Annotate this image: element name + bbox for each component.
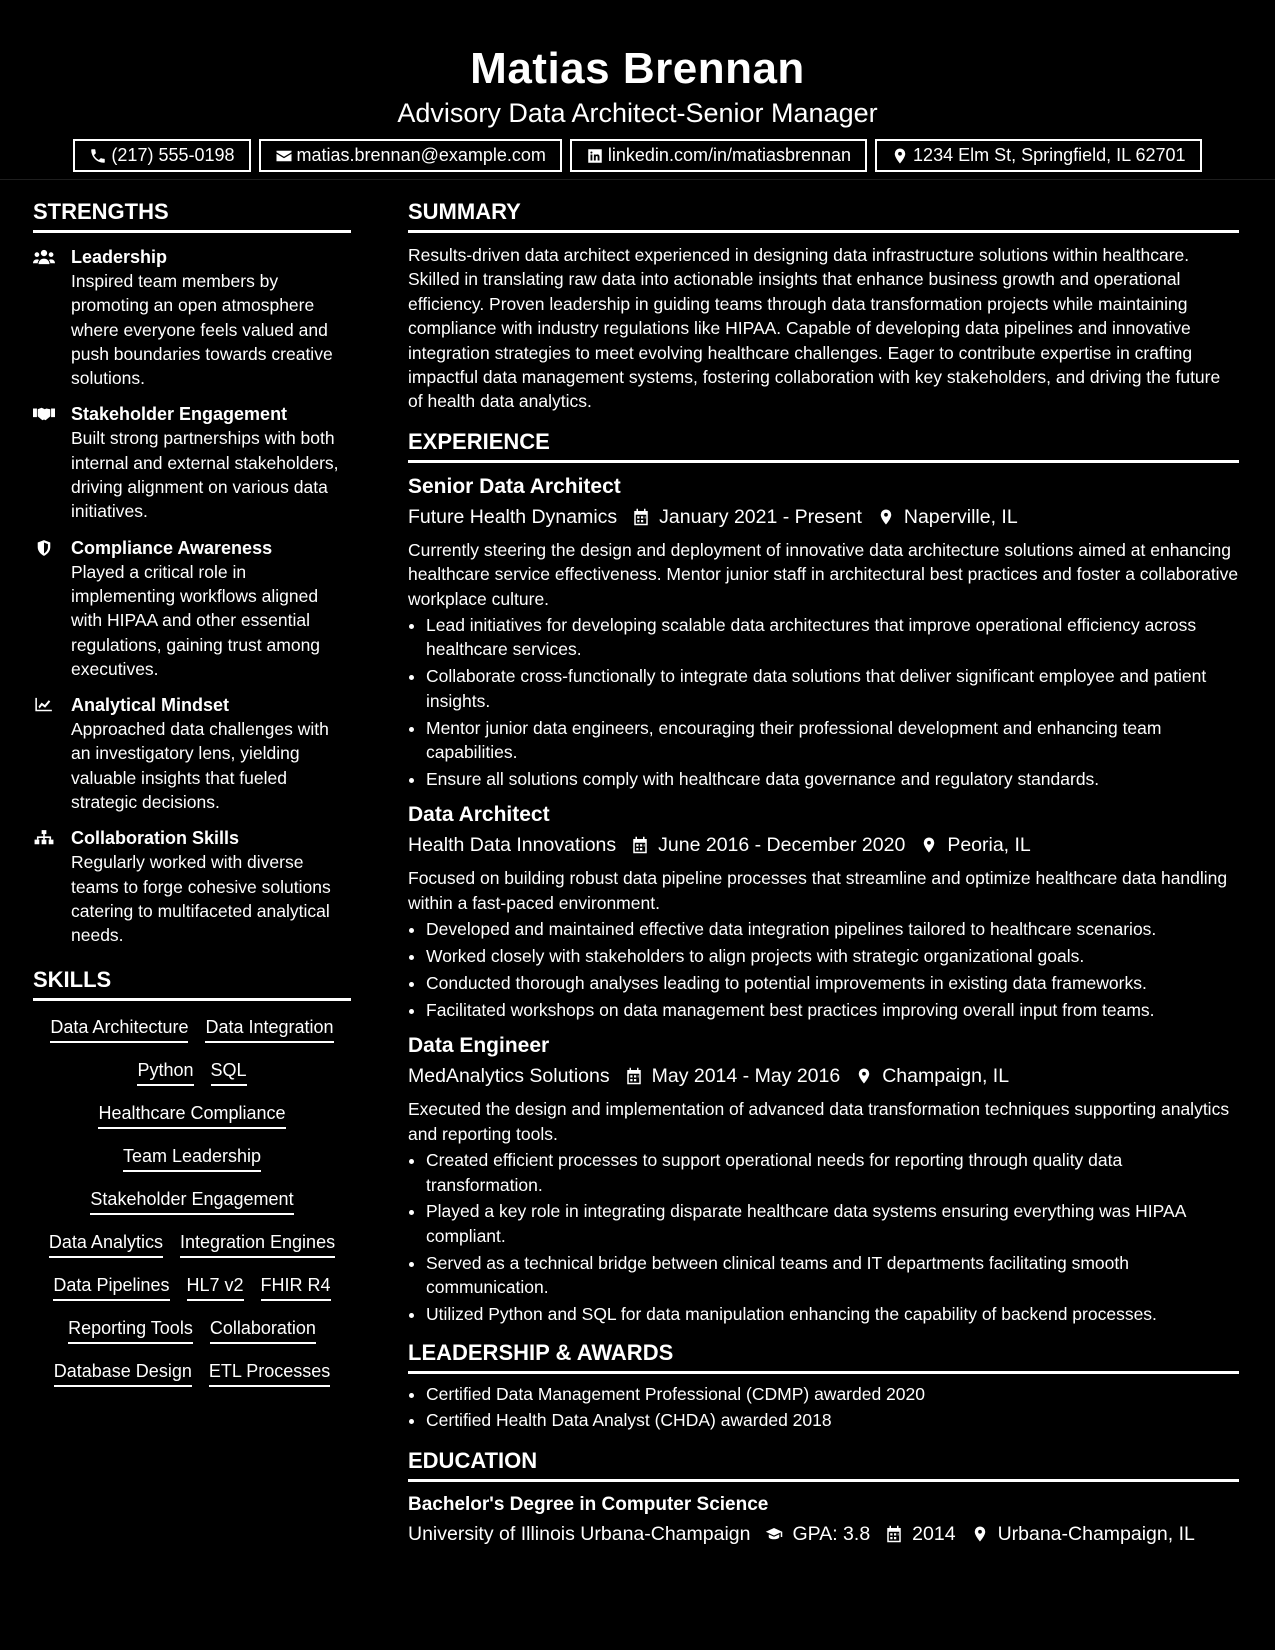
- job-desc: Currently steering the design and deployment of innovative data architecture solutions aimed at enhancing healthcare service effectiveness. Mentor junior staff in architectural best practices and foster a collaborative workplace culture.: [408, 539, 1239, 609]
- strength-item: [33, 245, 351, 390]
- job-entry: [408, 1032, 1239, 1326]
- job-bullets: [408, 1148, 1239, 1326]
- summary-text: Results-driven data architect experienced in designing data infrastructure solutions within healthcare. Skilled in translating raw data into actionable insights that enhance business growth and operational efficiency. Proven leadership in guiding teams through data transformation projects while maintaining compliance with industry regulations like HIPAA. Capable of developing data pipelines and innovative integration strategies to meet evolving healthcare challenges. Eager to contribute expertise in crafting impactful data management systems, fostering collaboration with key stakeholders, and driving the future of health data analytics.: [408, 245, 1221, 412]
- list-item: • Played a key role in integrating disparate healthcare data systems ensuring everything was HIPAA compliant.: [426, 1199, 1239, 1248]
- list-item: • Served as a technical bridge between clinical teams and IT departments facilitating smooth communication.: [426, 1251, 1239, 1300]
- strength-item: [33, 826, 351, 947]
- shield-icon: [33, 539, 55, 557]
- strength-desc: Inspired team members by promoting an open atmosphere where everyone feels valued and push boundaries towards creative solutions.: [71, 271, 333, 389]
- job-bullets: [408, 917, 1239, 1022]
- list-item: • Facilitated workshops on data management best practices improving overall input from teams.: [426, 998, 1239, 1022]
- contact-text: linkedin.com/in/matiasbrennan: [607, 145, 852, 165]
- education-location: Urbana-Champaign, IL: [997, 1522, 1195, 1545]
- education-year: 2014: [912, 1522, 956, 1545]
- list-item: • Developed and maintained effective data integration pipelines tailored to healthcare scenarios.: [426, 917, 1239, 941]
- job-bullets: [408, 613, 1239, 791]
- skill-tag: Team Leadership: [123, 1144, 261, 1172]
- skill-tag: Data Architecture: [50, 1015, 188, 1043]
- skill-tag: HL7 v2: [187, 1273, 244, 1301]
- summary-heading: SUMMARY: [408, 198, 1239, 233]
- contact-text: 1234 Elm St, Springfield, IL 62701: [913, 145, 1186, 165]
- contact-email[interactable]: [259, 139, 562, 172]
- map-pin-icon: [877, 508, 895, 526]
- education-school: University of Illinois Urbana-Champaign: [408, 1522, 751, 1545]
- calendar-icon: [631, 836, 649, 854]
- line-chart-icon: [33, 696, 55, 714]
- job-location: Naperville, IL: [903, 505, 1018, 528]
- job-dates: January 2021 - Present: [659, 505, 862, 528]
- strength-desc: Regularly worked with diverse teams to forge cohesive solutions catering to multifaceted analytical needs.: [71, 852, 331, 946]
- strength-item: [33, 402, 351, 523]
- list-item: • Created efficient processes to support operational needs for reporting through quality data transformation.: [426, 1148, 1239, 1197]
- phone-icon: [89, 147, 107, 165]
- handshake-icon: [33, 405, 55, 423]
- skill-tag: Collaboration: [210, 1316, 316, 1344]
- job-dates: June 2016 - December 2020: [658, 834, 906, 857]
- skills-list: [33, 1001, 351, 1387]
- skill-tag: Reporting Tools: [68, 1316, 193, 1344]
- resume-header: [0, 0, 1275, 180]
- awards-list: [408, 1382, 1239, 1433]
- skill-tag: Integration Engines: [180, 1230, 335, 1258]
- left-column: [33, 180, 351, 1548]
- strength-item: [33, 536, 351, 681]
- skill-tag: FHIR R4: [261, 1273, 331, 1301]
- users-icon: [33, 248, 55, 266]
- skill-tag: Healthcare Compliance: [98, 1101, 285, 1129]
- strength-item: [33, 693, 351, 814]
- job-meta: [408, 1062, 1239, 1090]
- list-item: • Worked closely with stakeholders to align projects with strategic organizational goals.: [426, 944, 1239, 968]
- awards-heading: LEADERSHIP & AWARDS: [408, 1339, 1239, 1374]
- map-pin-icon: [891, 147, 909, 165]
- sitemap-icon: [33, 829, 55, 847]
- education-gpa: GPA: 3.8: [792, 1522, 871, 1545]
- job-title: Data Architect: [408, 803, 550, 827]
- job-desc: Focused on building robust data pipeline processes that streamline and optimize healthcare data handling within a fast-paced environment.: [408, 868, 1228, 913]
- job-entry: [408, 801, 1239, 1022]
- skill-tag: Data Pipelines: [53, 1273, 169, 1301]
- job-location: Champaign, IL: [882, 1065, 1010, 1088]
- job-entry: [408, 473, 1239, 792]
- strength-title: Analytical Mindset: [71, 695, 230, 716]
- strength-desc: Played a critical role in implementing workflows aligned with HIPAA and other essential regulations, gaining trust among executives.: [71, 561, 321, 679]
- list-item: • Certified Data Management Professional (CDMP) awarded 2020: [426, 1382, 1239, 1406]
- skill-tag: Database Design: [54, 1359, 192, 1387]
- envelope-icon: [275, 147, 293, 165]
- list-item: • Collaborate cross-functionally to integrate data solutions that deliver significant employee and patient insights.: [426, 664, 1239, 713]
- job-meta: [408, 503, 1239, 531]
- linkedin-icon: [586, 147, 604, 165]
- strength-desc: Built strong partnerships with both internal and external stakeholders, driving alignment on various data initiatives.: [71, 428, 339, 522]
- map-pin-icon: [920, 836, 938, 854]
- contact-address[interactable]: [875, 139, 1202, 172]
- candidate-name: Matias Brennan: [470, 44, 805, 93]
- list-item: • Mentor junior data engineers, encouraging their professional development and enhancing team capabilities.: [426, 716, 1239, 765]
- calendar-icon: [885, 1525, 903, 1543]
- contact-phone[interactable]: [73, 139, 250, 172]
- contact-text: matias.brennan@example.com: [296, 145, 546, 165]
- skill-tag: SQL: [211, 1058, 247, 1086]
- list-item: • Ensure all solutions comply with healthcare data governance and regulatory standards.: [426, 767, 1239, 791]
- education-meta: [408, 1520, 1239, 1548]
- right-column: [408, 180, 1239, 1548]
- strength-title: Compliance Awareness: [71, 537, 273, 558]
- job-meta: [408, 831, 1239, 859]
- skill-tag: Data Integration: [205, 1015, 333, 1043]
- job-company: Future Health Dynamics: [408, 505, 618, 528]
- job-location: Peoria, IL: [947, 834, 1031, 857]
- contact-bar: [0, 139, 1275, 172]
- education-degree: Bachelor's Degree in Computer Science: [408, 1493, 769, 1515]
- strength-desc: Approached data challenges with an investigatory lens, yielding valuable insights that fueled strategic decisions.: [71, 719, 329, 813]
- job-title: Senior Data Architect: [408, 474, 621, 498]
- map-pin-icon: [971, 1525, 989, 1543]
- skill-tag: Stakeholder Engagement: [90, 1187, 293, 1215]
- list-item: • Utilized Python and SQL for data manipulation enhancing the capability of backend processes.: [426, 1302, 1239, 1326]
- strengths-heading: STRENGTHS: [33, 198, 351, 233]
- education-heading: EDUCATION: [408, 1447, 1239, 1482]
- skills-heading: SKILLS: [33, 966, 351, 1001]
- graduation-cap-icon: [765, 1525, 783, 1543]
- list-item: • Lead initiatives for developing scalable data architectures that improve operational efficiency across healthcare services.: [426, 613, 1239, 662]
- candidate-title: Advisory Data Architect-Senior Manager: [397, 98, 878, 128]
- contact-text: (217) 555-0198: [111, 145, 235, 165]
- skill-tag: ETL Processes: [209, 1359, 330, 1387]
- contact-linkedin[interactable]: [570, 139, 867, 172]
- strength-title: Collaboration Skills: [71, 828, 240, 849]
- skill-tag: Data Analytics: [49, 1230, 163, 1258]
- strength-title: Leadership: [71, 247, 168, 267]
- list-item: • Certified Health Data Analyst (CHDA) awarded 2018: [426, 1408, 1239, 1432]
- calendar-icon: [625, 1067, 643, 1085]
- job-desc: Executed the design and implementation of advanced data transformation techniques supporting analytics and reporting tools.: [408, 1099, 1230, 1144]
- experience-heading: EXPERIENCE: [408, 428, 1239, 463]
- job-company: MedAnalytics Solutions: [408, 1065, 610, 1088]
- list-item: • Conducted thorough analyses leading to potential improvements in existing data frameworks.: [426, 971, 1239, 995]
- job-title: Data Engineer: [408, 1034, 550, 1058]
- strength-title: Stakeholder Engagement: [71, 404, 288, 425]
- skill-tag: Python: [137, 1058, 193, 1086]
- calendar-icon: [632, 508, 650, 526]
- map-pin-icon: [855, 1067, 873, 1085]
- job-dates: May 2014 - May 2016: [651, 1065, 841, 1088]
- job-company: Health Data Innovations: [408, 834, 617, 857]
